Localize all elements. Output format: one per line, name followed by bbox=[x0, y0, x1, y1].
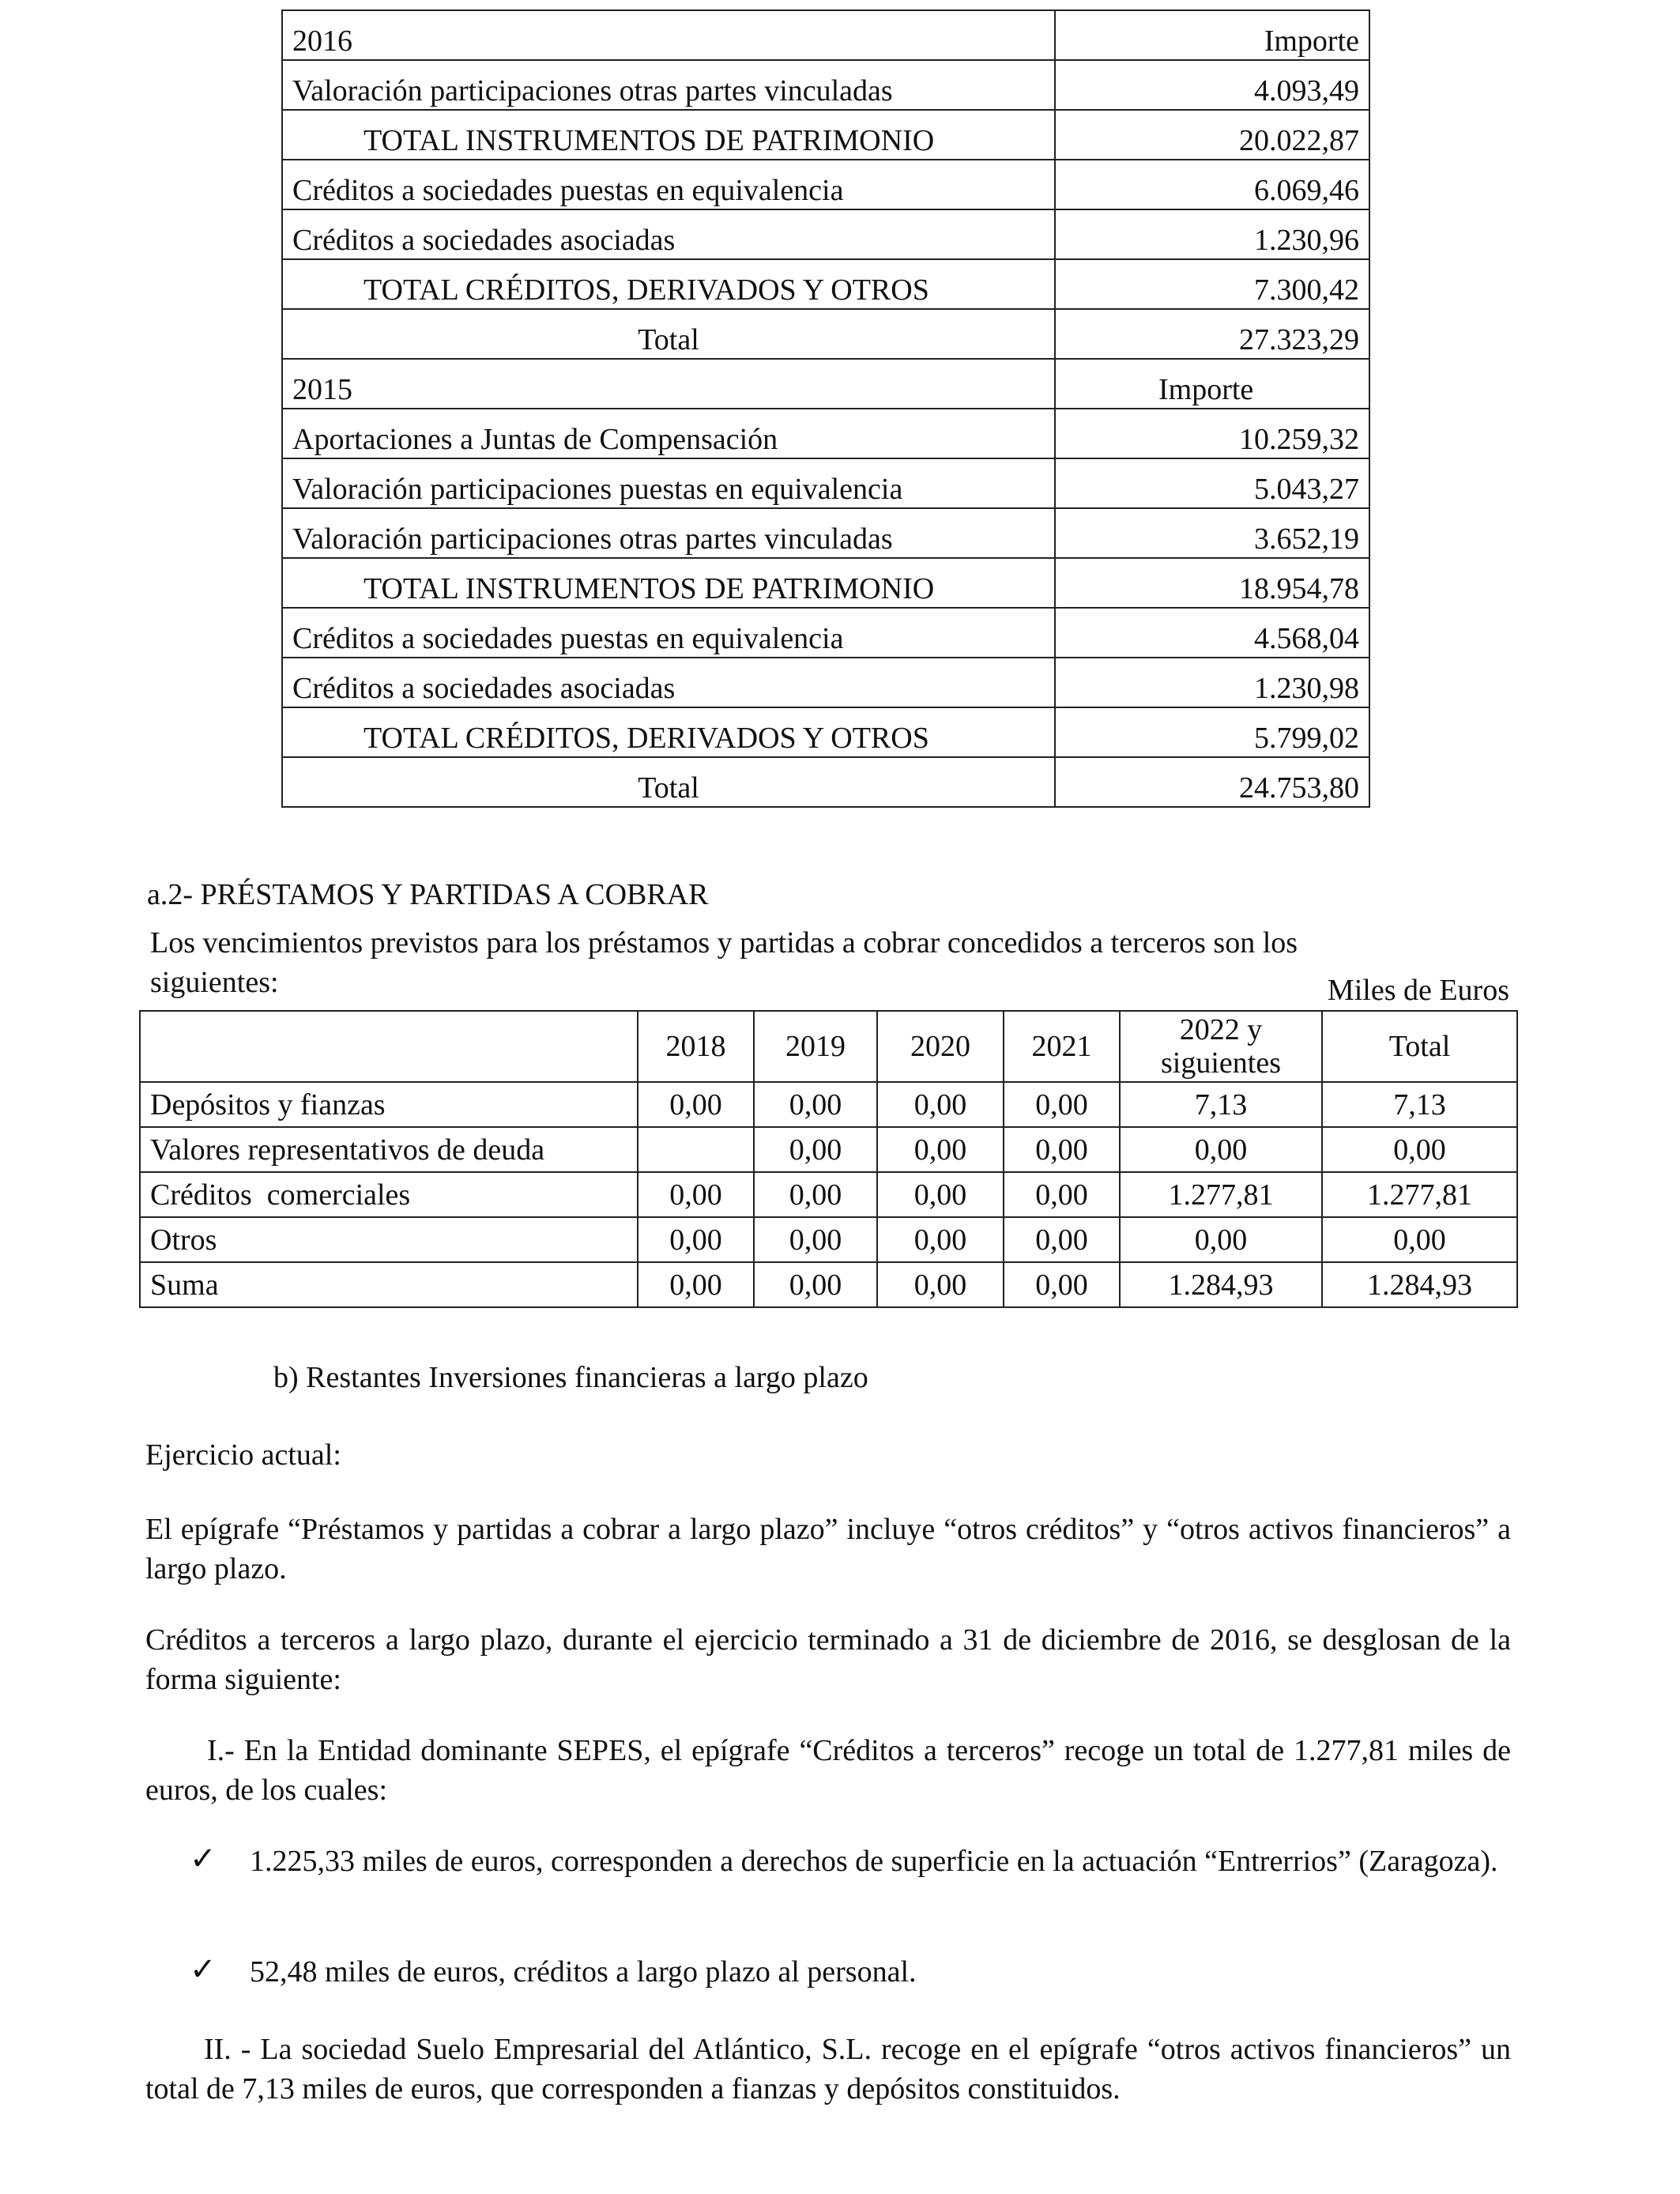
cell: 0,00 bbox=[638, 1217, 754, 1262]
row-value: 1.230,96 bbox=[1055, 209, 1369, 259]
row-label: TOTAL CRÉDITOS, DERIVADOS Y OTROS bbox=[282, 259, 1055, 309]
cell: 0,00 bbox=[877, 1172, 1004, 1217]
year-2016-label: 2016 bbox=[282, 10, 1055, 60]
year-2015-label: 2015 bbox=[282, 359, 1055, 409]
table-row bbox=[282, 658, 1369, 707]
table-row bbox=[282, 508, 1369, 558]
cell: 0,00 bbox=[1004, 1172, 1120, 1217]
cell: 0,00 bbox=[877, 1127, 1004, 1172]
header-2021: 2021 bbox=[1004, 1011, 1120, 1082]
header-total: Total bbox=[1322, 1011, 1517, 1082]
header-2022-plus: 2022 y siguientes bbox=[1120, 1011, 1322, 1082]
cell: 0,00 bbox=[877, 1217, 1004, 1262]
row-value: 6.069,46 bbox=[1055, 160, 1369, 209]
paragraph-1: El epígrafe “Préstamos y partidas a cobrar a largo plazo” incluye “otros créditos” y “otros activos financieros” a largo plazo. bbox=[145, 1513, 1511, 1585]
bullet-1: 1.225,33 miles de euros, corresponden a derechos de superficie en la actuación “Entrerrios” (Zaragoza). bbox=[250, 1845, 1498, 1878]
cell: 0,00 bbox=[1322, 1127, 1517, 1172]
cell: 0,00 bbox=[877, 1262, 1004, 1307]
cell bbox=[638, 1127, 754, 1172]
cell: 0,00 bbox=[754, 1082, 877, 1127]
amount-header: Importe bbox=[1055, 359, 1369, 409]
table-row bbox=[282, 60, 1369, 110]
section-b-heading: b) Restantes Inversiones financieras a largo plazo bbox=[273, 1361, 868, 1394]
cell: 7,13 bbox=[1120, 1082, 1322, 1127]
section-a2-heading: a.2- PRÉSTAMOS Y PARTIDAS A COBRAR bbox=[147, 878, 709, 911]
amount-header: Importe bbox=[1055, 10, 1369, 60]
row-value: 5.799,02 bbox=[1055, 707, 1369, 757]
table-row bbox=[282, 409, 1369, 458]
cell: 0,00 bbox=[1004, 1082, 1120, 1127]
row-label: Suma bbox=[140, 1262, 638, 1307]
header-empty bbox=[140, 1011, 638, 1082]
cell: 1.284,93 bbox=[1322, 1262, 1517, 1307]
row-value: 4.568,04 bbox=[1055, 608, 1369, 658]
row-label: TOTAL INSTRUMENTOS DE PATRIMONIO bbox=[282, 110, 1055, 160]
paragraph-2: Créditos a terceros a largo plazo, durante el ejercicio terminado a 31 de diciembre de 2016, se desglosan de la forma siguiente: bbox=[145, 1623, 1511, 1696]
cell: 0,00 bbox=[1004, 1217, 1120, 1262]
table-row bbox=[282, 608, 1369, 658]
row-value: 18.954,78 bbox=[1055, 558, 1369, 608]
table-row bbox=[282, 259, 1369, 309]
cell: 1.284,93 bbox=[1120, 1262, 1322, 1307]
table-row bbox=[282, 209, 1369, 259]
row-value: 24.753,80 bbox=[1055, 757, 1369, 807]
maturities-table bbox=[139, 1010, 1518, 1308]
row-label: Total bbox=[282, 757, 1055, 807]
table-row bbox=[140, 1082, 1517, 1127]
cell: 0,00 bbox=[1004, 1262, 1120, 1307]
header-2019: 2019 bbox=[754, 1011, 877, 1082]
cell: 0,00 bbox=[638, 1172, 754, 1217]
paragraph-3-entity: I.- En la Entidad dominante SEPES bbox=[207, 1734, 644, 1767]
row-value: 4.093,49 bbox=[1055, 60, 1369, 110]
row-label: Aportaciones a Juntas de Compensación bbox=[282, 409, 1055, 458]
table-row bbox=[282, 359, 1369, 409]
cell: 1.277,81 bbox=[1120, 1172, 1322, 1217]
row-label: TOTAL INSTRUMENTOS DE PATRIMONIO bbox=[282, 558, 1055, 608]
row-value: 27.323,29 bbox=[1055, 309, 1369, 359]
cell: 0,00 bbox=[754, 1127, 877, 1172]
row-value: 1.230,98 bbox=[1055, 658, 1369, 707]
row-label: TOTAL CRÉDITOS, DERIVADOS Y OTROS bbox=[282, 707, 1055, 757]
table-row bbox=[282, 757, 1369, 807]
row-label: Depósitos y fianzas bbox=[140, 1082, 638, 1127]
table-row bbox=[282, 309, 1369, 359]
row-value: 5.043,27 bbox=[1055, 458, 1369, 508]
cell: 0,00 bbox=[1120, 1127, 1322, 1172]
row-label: Otros bbox=[140, 1217, 638, 1262]
table-row bbox=[282, 458, 1369, 508]
cell: 0,00 bbox=[1322, 1217, 1517, 1262]
table-row bbox=[140, 1262, 1517, 1307]
paragraph-3 bbox=[145, 1731, 1511, 1810]
table-row bbox=[282, 110, 1369, 160]
cell: 0,00 bbox=[877, 1082, 1004, 1127]
row-value: 10.259,32 bbox=[1055, 409, 1369, 458]
table-row bbox=[282, 160, 1369, 209]
row-label: Créditos a sociedades asociadas bbox=[282, 209, 1055, 259]
table-row bbox=[140, 1217, 1517, 1262]
ejercicio-actual-label: Ejercicio actual: bbox=[145, 1438, 341, 1472]
row-label: Valoración participaciones otras partes vinculadas bbox=[282, 60, 1055, 110]
section-a2-intro: Los vencimientos previstos para los préstamos y partidas a cobrar concedidos a terceros son los siguientes: bbox=[150, 926, 1298, 999]
row-label: Valoración participaciones otras partes vinculadas bbox=[282, 508, 1055, 558]
row-label: Créditos a sociedades puestas en equivalencia bbox=[282, 160, 1055, 209]
table-row bbox=[140, 1127, 1517, 1172]
row-label: Créditos comerciales bbox=[140, 1172, 638, 1217]
table-row bbox=[282, 10, 1369, 60]
table-header-row bbox=[140, 1011, 1517, 1082]
row-label: Créditos a sociedades asociadas bbox=[282, 658, 1055, 707]
table-row bbox=[140, 1172, 1517, 1217]
checkmark-icon: ✓ bbox=[190, 1951, 217, 1987]
cell: 0,00 bbox=[638, 1262, 754, 1307]
header-2018: 2018 bbox=[638, 1011, 754, 1082]
cell: 0,00 bbox=[1120, 1217, 1322, 1262]
row-value: 3.652,19 bbox=[1055, 508, 1369, 558]
cell: 0,00 bbox=[754, 1217, 877, 1262]
cell: 1.277,81 bbox=[1322, 1172, 1517, 1217]
equity-instruments-table bbox=[281, 9, 1370, 808]
cell: 0,00 bbox=[754, 1262, 877, 1307]
row-label: Valores representativos de deuda bbox=[140, 1127, 638, 1172]
cell: 0,00 bbox=[638, 1082, 754, 1127]
cell: 0,00 bbox=[754, 1172, 877, 1217]
cell: 7,13 bbox=[1322, 1082, 1517, 1127]
row-value: 20.022,87 bbox=[1055, 110, 1369, 160]
paragraph-4: II. - La sociedad Suelo Empresarial del Atlántico, S.L. recoge en el epígrafe “otros activos financieros” un total de 7,13 miles de euros, que corresponden a fianzas y depósitos constituidos. bbox=[145, 2033, 1511, 2105]
row-label: Valoración participaciones puestas en equivalencia bbox=[282, 458, 1055, 508]
paragraph-3-rest: , el epígrafe “Créditos a terceros” recoge un total de 1.277,81 miles de euros, de los cuales: bbox=[145, 1734, 1511, 1807]
row-label: Total bbox=[282, 309, 1055, 359]
bullet-2: 52,48 miles de euros, créditos a largo plazo al personal. bbox=[250, 1955, 917, 1989]
table-row bbox=[282, 558, 1369, 608]
checkmark-icon: ✓ bbox=[190, 1841, 217, 1876]
header-2020: 2020 bbox=[877, 1011, 1004, 1082]
units-label: Miles de Euros bbox=[1327, 974, 1509, 1007]
cell: 0,00 bbox=[1004, 1127, 1120, 1172]
table-row bbox=[282, 707, 1369, 757]
row-value: 7.300,42 bbox=[1055, 259, 1369, 309]
row-label: Créditos a sociedades puestas en equivalencia bbox=[282, 608, 1055, 658]
